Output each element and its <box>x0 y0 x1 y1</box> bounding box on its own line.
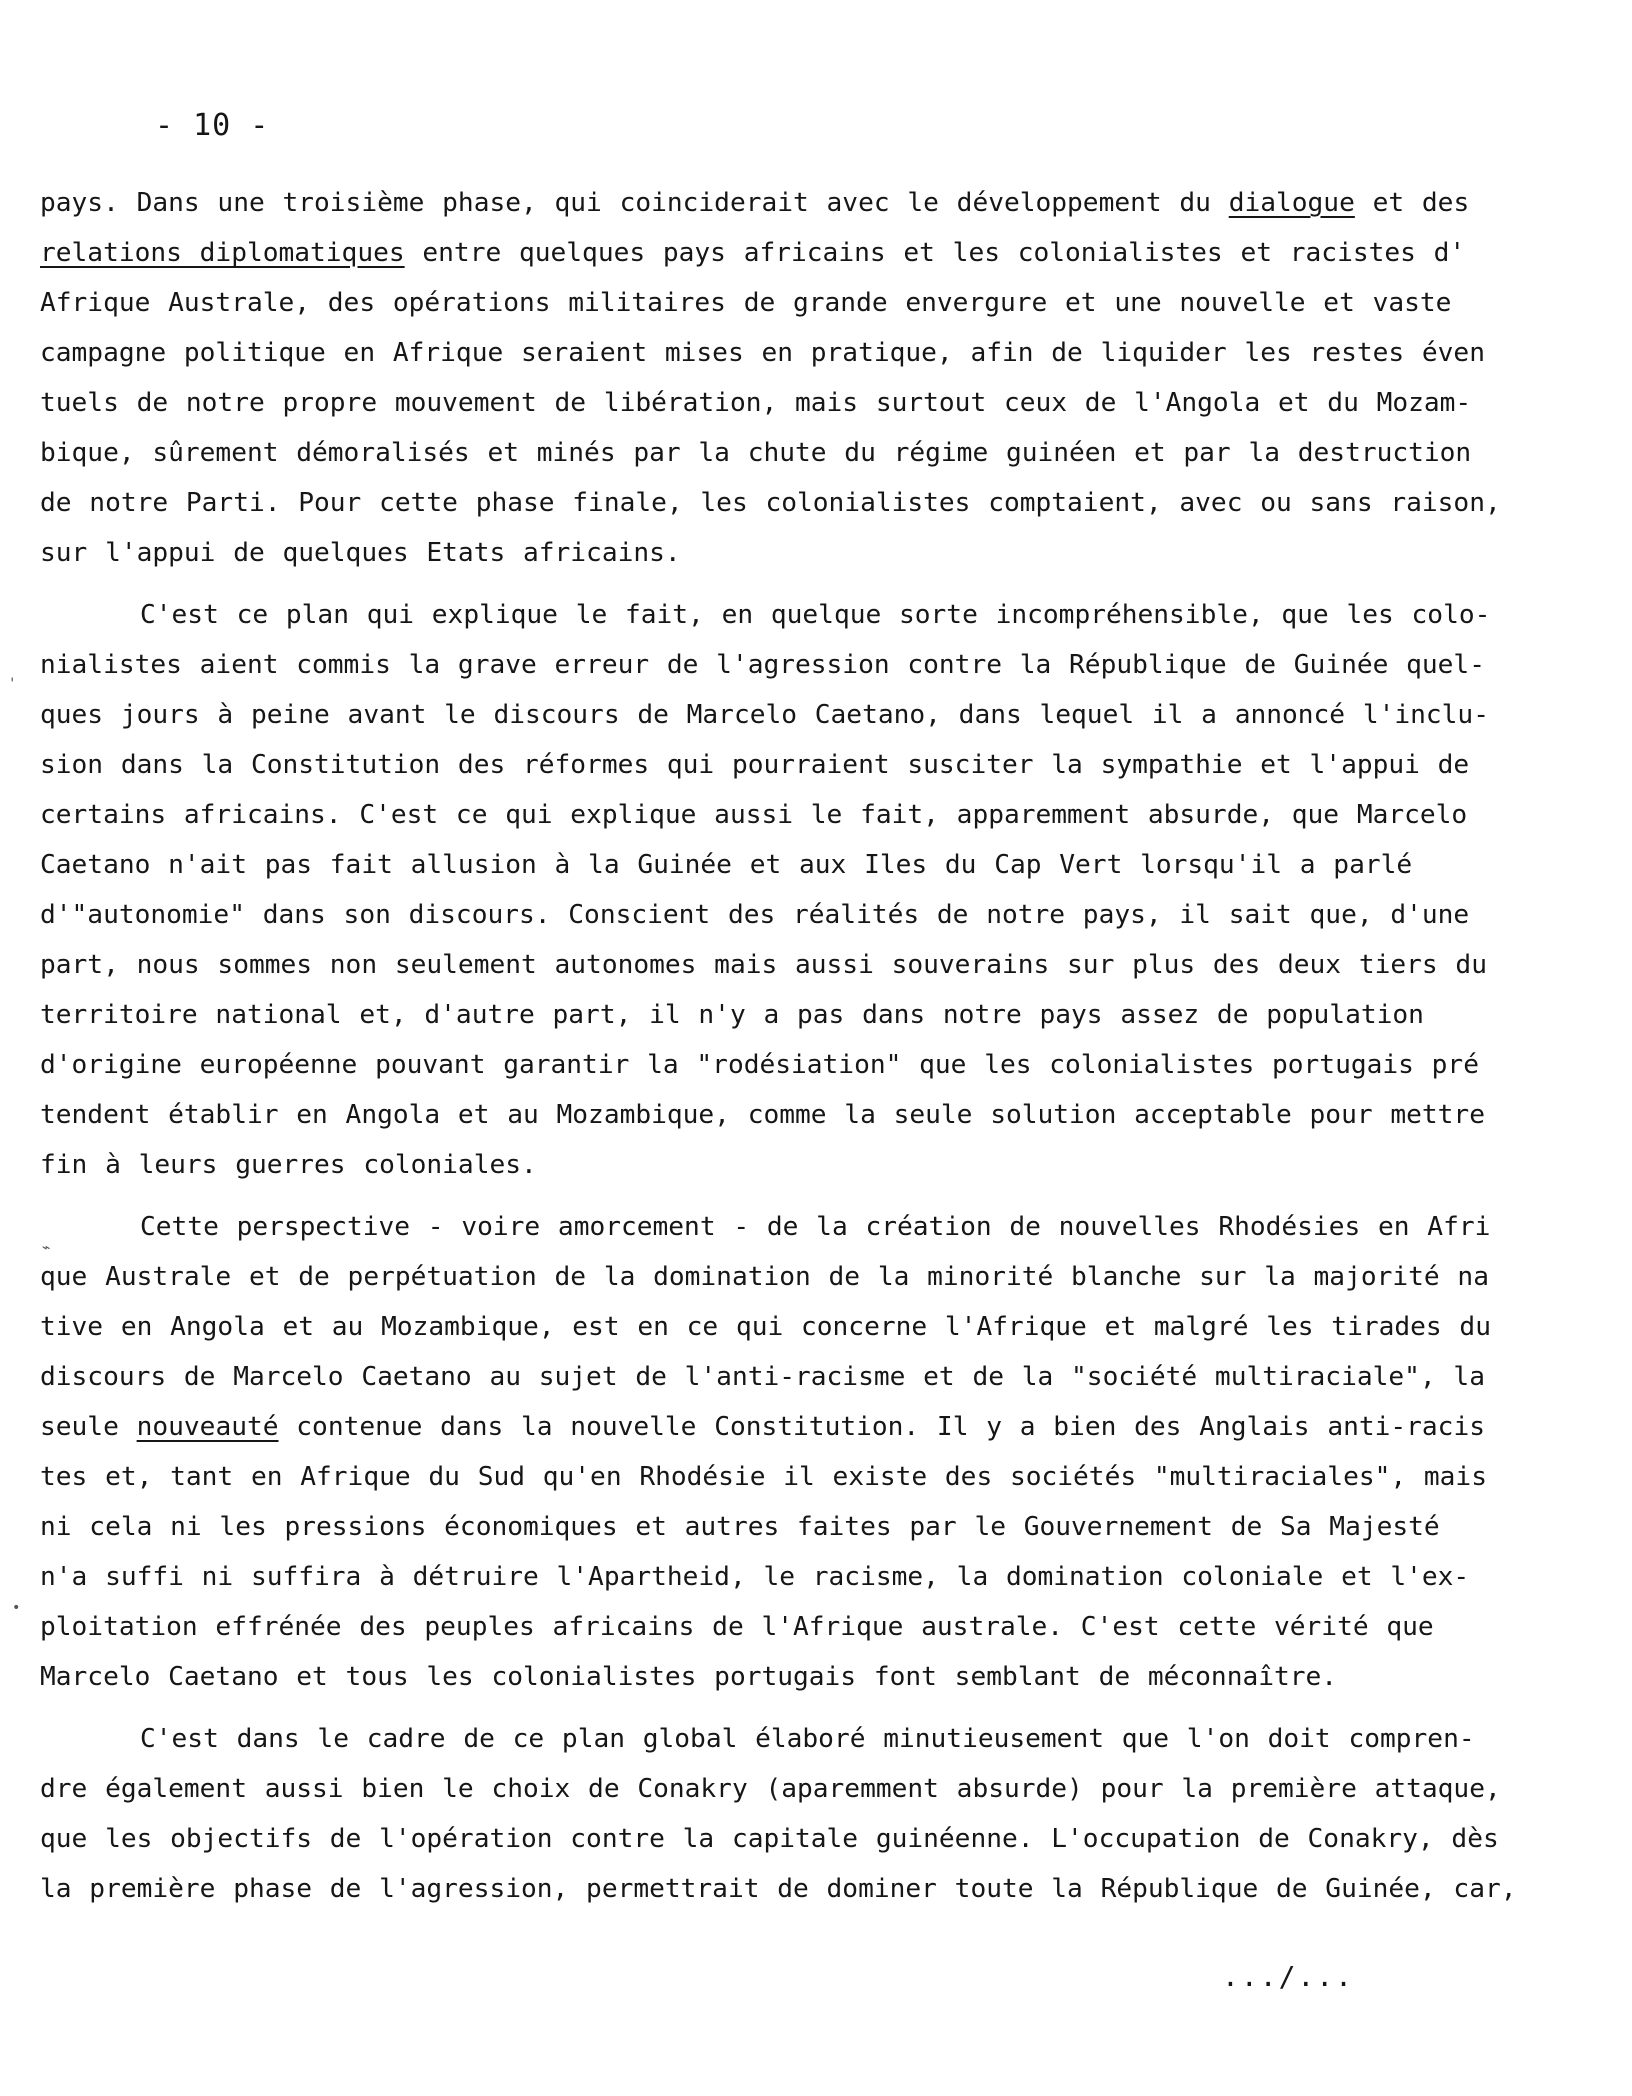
text-line <box>40 1090 1490 1140</box>
text-line <box>40 890 1490 940</box>
paragraph <box>40 1202 1490 1702</box>
text-line <box>40 1352 1490 1402</box>
line-text: certains africains. C'est ce qui explique aussi le fait, apparemment absurde, que Marcelo <box>40 800 1468 830</box>
text-line <box>40 1602 1490 1652</box>
text-line <box>40 328 1490 378</box>
line-text: d'"autonomie" dans son discours. Conscient des réalités de notre pays, il sait que, d'une <box>40 900 1470 930</box>
text-line <box>40 1202 1490 1252</box>
text-line <box>40 1040 1490 1090</box>
text-line <box>40 1252 1490 1302</box>
line-text: Marcelo Caetano et tous les colonialistes portugais font semblant de méconnaître. <box>40 1662 1338 1692</box>
line-text: Cette perspective - voire amorcement - de la création de nouvelles Rhodésies en Afri <box>140 1212 1491 1242</box>
line-text: tive en Angola et au Mozambique, est en ce qui concerne l'Afrique et malgré les tirades du <box>40 1312 1491 1342</box>
line-text: seule <box>40 1412 137 1442</box>
line-text: Caetano n'ait pas fait allusion à la Guinée et aux Iles du Cap Vert lorsqu'il a parlé <box>40 850 1413 880</box>
line-text: n'a suffi ni suffira à détruire l'Apartheid, le racisme, la domination coloniale et l'ex- <box>40 1562 1470 1592</box>
margin-mark: ⌁ <box>42 1240 51 1256</box>
line-text: fin à leurs guerres coloniales. <box>40 1150 537 1180</box>
text-line <box>40 1552 1490 1602</box>
line-text: territoire national et, d'autre part, il n'y a pas dans notre pays assez de population <box>40 1000 1424 1030</box>
line-text: de notre Parti. Pour cette phase finale, les colonialistes comptaient, avec ou sans raison, <box>40 488 1501 518</box>
underlined-text: dialogue <box>1228 188 1355 218</box>
line-text: ques jours à peine avant le discours de Marcelo Caetano, dans lequel il a annoncé l'inclu- <box>40 700 1489 730</box>
line-text: entre quelques pays africains et les colonialistes et racistes d' <box>404 238 1466 268</box>
line-text: C'est ce plan qui explique le fait, en quelque sorte incompréhensible, que les colo- <box>140 600 1491 630</box>
text-line <box>40 1864 1517 1914</box>
text-line <box>40 740 1490 790</box>
continuation-mark: .../... <box>1222 1960 1355 1993</box>
line-text: ploitation effrénée des peuples africains de l'Afrique australe. C'est cette vérité que <box>40 1612 1434 1642</box>
text-line <box>40 840 1490 890</box>
underlined-text: relations diplomatiques <box>40 238 405 268</box>
text-line <box>40 228 1490 278</box>
line-text: Afrique Australe, des opérations militaires de grande envergure et une nouvelle et vaste <box>40 288 1452 318</box>
line-text: ni cela ni les pressions économiques et autres faites par le Gouvernement de Sa Majesté <box>40 1512 1440 1542</box>
text-line <box>40 278 1490 328</box>
paragraph-gap <box>40 1190 1490 1202</box>
paragraph-gap <box>40 578 1490 590</box>
line-text: sion dans la Constitution des réformes qui pourraient susciter la sympathie et l'appui de <box>40 750 1470 780</box>
line-text: contenue dans la nouvelle Constitution. Il y a bien des Anglais anti-racis <box>278 1412 1485 1442</box>
text-line <box>40 178 1490 228</box>
line-text: pays. Dans une troisième phase, qui coinciderait avec le développement du <box>40 188 1229 218</box>
paragraph <box>40 1714 1517 1914</box>
text-line <box>40 428 1490 478</box>
paragraph <box>40 590 1490 1190</box>
line-text: que les objectifs de l'opération contre la capitale guinéenne. L'occupation de Conakry, dès <box>40 1824 1499 1854</box>
line-text: tuels de notre propre mouvement de libération, mais surtout ceux de l'Angola et du Mozam- <box>40 388 1472 418</box>
text-line <box>40 1764 1501 1814</box>
text-line <box>40 690 1490 740</box>
underlined-text: nouveauté <box>136 1412 279 1442</box>
line-text: sur l'appui de quelques Etats africains. <box>40 538 681 568</box>
line-text: la première phase de l'agression, permettrait de dominer toute la République de Guinée, car, <box>40 1874 1517 1904</box>
text-line <box>40 1652 1490 1702</box>
text-line <box>40 1140 1490 1190</box>
line-text: bique, sûrement démoralisés et minés par la chute du régime guinéen et par la destruction <box>40 438 1472 468</box>
text-line <box>40 790 1490 840</box>
text-line <box>40 1714 1490 1764</box>
text-line <box>40 990 1490 1040</box>
text-line <box>40 528 1490 578</box>
line-text: part, nous sommes non seulement autonomes mais aussi souverains sur plus des deux tiers du <box>40 950 1487 980</box>
paragraph-gap <box>40 1702 1490 1714</box>
text-line <box>40 378 1490 428</box>
line-text: tes et, tant en Afrique du Sud qu'en Rhodésie il existe des sociétés "multiraciales", mais <box>40 1462 1487 1492</box>
text-line <box>40 1302 1490 1352</box>
text-line <box>40 1502 1490 1552</box>
text-line <box>40 940 1490 990</box>
text-line <box>40 1402 1490 1452</box>
text-line <box>40 640 1490 690</box>
line-text: d'origine européenne pouvant garantir la "rodésiation" que les colonialistes portugais pré <box>40 1050 1479 1080</box>
margin-mark: • <box>12 1600 21 1616</box>
text-line <box>40 1452 1490 1502</box>
line-text: que Australe et de perpétuation de la domination de la minorité blanche sur la majorité na <box>40 1262 1489 1292</box>
body-text <box>40 178 1517 1914</box>
text-line <box>40 478 1501 528</box>
line-text: C'est dans le cadre de ce plan global élaboré minutieusement que l'on doit compren- <box>140 1724 1475 1754</box>
line-text: et des <box>1354 188 1470 218</box>
text-line <box>40 590 1490 640</box>
line-text: campagne politique en Afrique seraient mises en pratique, afin de liquider les restes éven <box>40 338 1485 368</box>
line-text: discours de Marcelo Caetano au sujet de l'anti-racisme et de la "société multiraciale", la <box>40 1362 1485 1392</box>
page-number: - 10 - <box>155 108 270 143</box>
text-line <box>40 1814 1499 1864</box>
line-text: tendent établir en Angola et au Mozambique, comme la seule solution acceptable pour mettre <box>40 1100 1485 1130</box>
line-text: dre également aussi bien le choix de Conakry (aparemment absurde) pour la première attaque, <box>40 1774 1501 1804</box>
margin-mark: ' <box>8 676 17 692</box>
paragraph <box>40 178 1501 578</box>
line-text: nialistes aient commis la grave erreur de l'agression contre la République de Guinée quel- <box>40 650 1485 680</box>
